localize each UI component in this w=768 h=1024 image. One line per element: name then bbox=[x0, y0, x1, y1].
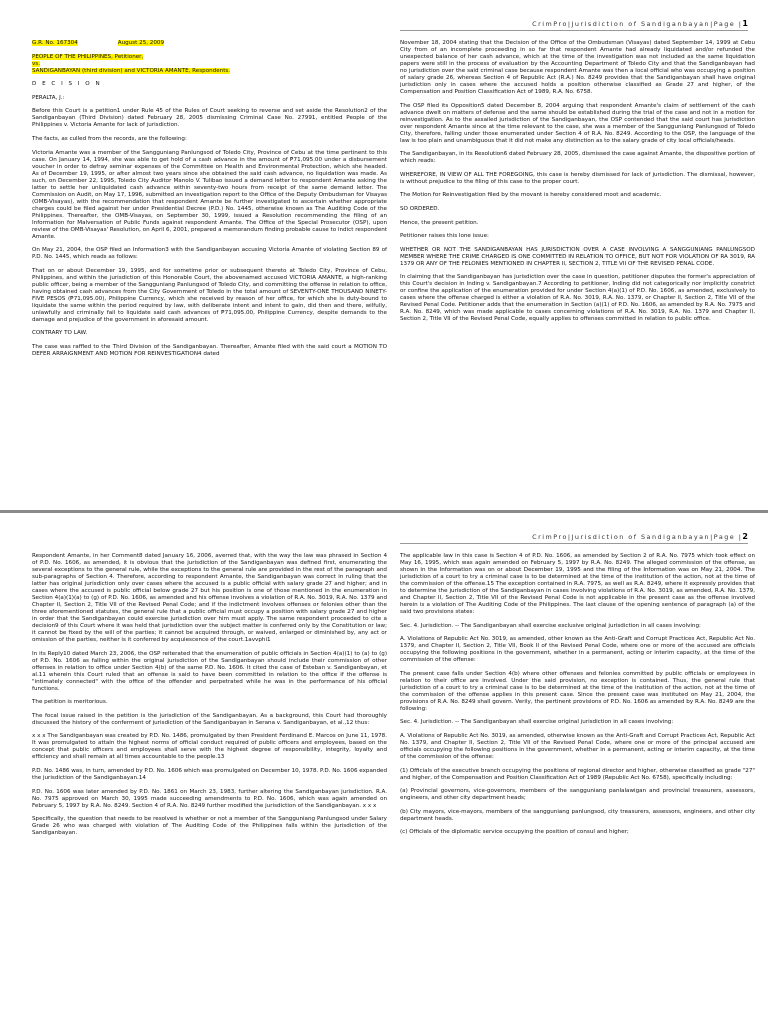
paragraph: P.D. No. 1486 was, in turn, amended by P.D. No. 1606 which was promulgated on December 10, 1978. P.D. No. 1606 expanded the jurisdiction of the Sandiganbayan.14 bbox=[32, 767, 387, 781]
page-2-left-column bbox=[32, 553, 387, 1015]
paragraph: Petitioner raises this lone issue: bbox=[400, 233, 489, 240]
page-number: 1 bbox=[742, 19, 748, 28]
paragraph: CONTRARY TO LAW. bbox=[32, 330, 88, 337]
page-number: 2 bbox=[742, 532, 748, 541]
petitioner: PEOPLE OF THE PHILIPPINES, Petitioner, bbox=[32, 53, 144, 60]
header-text: CrimPro|Jurisdiction of Sandiganbayan|Page | bbox=[532, 20, 743, 28]
paragraph: The case was raffled to the Third Division of the Sandiganbayan. Thereafter, Amante filed with the said court a MOTION TO DEFER ARRAIGNMENT AND MOTION FOR REINVESTIGATION4 dated bbox=[32, 343, 387, 357]
paragraph: That on or about December 19, 1995, and for sometime prior or subsequent thereto at Toledo City, Province of Cebu, Philippines, and within the jurisdiction of this Honorable Court, the abovenamed accused VICTORIA AMANTE, a high-ranking public officer, being a member of the Sangguniang Panlungsod of Toledo City, and committing the offense in relation to office, having obtained cash advances from the City Government of Toledo in the total amount of SEVENTY-ONE THOUSAND NINETY-FIVE PESOS (₱71,095.00), Philippine Currency, which she received by reason of her office, for which she is duty-bound to liquidate the same within the period required by law, with deliberate intent and intent to gain, did then and there, wilfully, unlawfully and criminally fail to liquidate said cash advances of ₱71,095.00, Philippine Currency, despite demands to the damage and prejudice of the government in aforesaid amount. bbox=[32, 267, 387, 323]
page-header bbox=[532, 532, 748, 541]
page-2-right-column bbox=[400, 553, 755, 1015]
page-1-left-column bbox=[32, 40, 387, 502]
paragraph: November 18, 2004 stating that the Decision of the Office of the Ombudsman (Visayas) dated September 14, 1999 at Cebu City from of an incomplete proceeding in so far that respondent Amante had already liquidated and/or refunded the unexpected balance of her cash advance, which at the time of the investigation was not included as the same liquidation papers were still in the process of evaluation by the Accounting Department of Toledo City and that the Sandiganbayan had no jurisdiction over the said criminal case because respondent Amante was then a local official who was occupying a position of salary grade 26, whereas Section 4 of Republic Act (R.A.) No. 8249 provides that the Sandiganbayan shall have original jurisdiction only in cases where the accused holds a position otherwise classified as Grade 27 and higher, of the Compensation and Position Classification Act of 1989, R.A. No. 6758. bbox=[400, 40, 755, 95]
case-parties bbox=[32, 54, 387, 75]
paragraph: In its Reply10 dated March 23, 2006, the OSP reiterated that the enumeration of public officials in Section 4(a)(1) to (a) to (g) of P.D. No. 1606 as falling within the original jurisdiction of the Sandiganbayan should include their commission of other offenses in relation to office under Section 4(b) of the same P.D. No. 1606. It cited the case of Esteban v. Sandiganbayan, et al.11 wherein this Court ruled that an offense is said to have been committed in relation to the office if the offense is "intimately connected" with the office of the offender and perpetrated while he was in the performance of his official functions. bbox=[32, 650, 387, 692]
paragraph: (1) Officials of the executive branch occupying the positions of regional director and higher, otherwise classified as grade "27" and higher, of the Compensation and Position Classification Act of 1989 (Republic Act No. 6758), specifically including: bbox=[400, 767, 755, 781]
paragraph: The Sandiganbayan, in its Resolution6 dated February 28, 2005, dismissed the case against Amante, the dispositive portion of which reads: bbox=[400, 151, 755, 165]
paragraph: Before this Court is a petition1 under Rule 45 of the Rules of Court seeking to reverse and set aside the Resolution2 of the Sandiganbayan (Third Division) dated February 28, 2005 dismissing Criminal Case No. 27991, entitled People of the Philippines v. Victoria Amante for lack of jurisdiction. bbox=[32, 108, 387, 129]
paragraph: P.D. No. 1606 was later amended by P.D. No. 1861 on March 23, 1983, further altering the Sandiganbayan jurisdiction. R.A. No. 7975 approved on March 30, 1995 made succeeding amendments to P.D. No. 1606, which was again amended on February 5, 1997 by R.A. No. 8249. Section 4 of R.A. No. 8249 further modified the jurisdiction of the Sandiganbayan. x x x bbox=[32, 788, 387, 809]
paragraph: x x x The Sandiganbayan was created by P.D. No. 1486, promulgated by then President Ferdinand E. Marcos on June 11, 1978. It was promulgated to attain the highest norms of official conduct required of public officers and employees, based on the concept that public officers and employees shall serve with the highest degree of responsibility, integrity, loyalty and efficiency and shall remain at all times accountable to the people.13 bbox=[32, 733, 387, 761]
header-rule bbox=[400, 543, 748, 544]
versus: vs. bbox=[32, 60, 41, 67]
paragraph: On May 21, 2004, the OSP filed an Information3 with the Sandiganbayan accusing Victoria Amante of violating Section 89 of P.D. No. 1445, which reads as follows: bbox=[32, 247, 387, 261]
paragraph: The petition is meritorious. bbox=[32, 699, 108, 706]
ponente: PERALTA, J.: bbox=[32, 94, 65, 101]
respondents: SANDIGANBAYAN (third division) and VICTORIA AMANTE, Respondents. bbox=[32, 67, 231, 74]
paragraph: A. Violations of Republic Act No. 3019, as amended, other known as the Anti-Graft and Corrupt Practices Act, Republic Act No. 1379, and Chapter II, Section 2, Title VII, Book II of the Revised Penal Code, where one or more of the accused are officials occupying the following positions in the government, whether in a permanent, acting or interim capacity, at the time of the commission of the offense: bbox=[400, 636, 755, 664]
paragraph: The Motion for Reinvestigation filed by the movant is hereby considered moot and academic. bbox=[400, 192, 662, 199]
paragraph: In claiming that the Sandiganbayan has jurisdiction over the case in question, petitioner disputes the former's appreciation of this Court's decision in Inding v. Sandiganbayan.7 According to petitioner, Inding did not categorically nor implicitly constrict or confine the application of the enumeration provided for under Section 4(a)(1) of P.D. No. 1606, as amended, exclusively to cases where the offense charged is either a violation of R.A. No. 3019, R.A. No. 1379, or Chapter II, Section 2, Title VII of the Revised Penal Code. Petitioner adds that the enumeration in Section (a)(1) of P.D. No. 1606, as amended by R.A. No. 7975 and R.A. No. 8249, which was made applicable to cases concerning violations of R.A. No. 3019, R.A. No. 1379 and Chapter II, Section 2, Title VII of the Revised Penal Code, equally applies to offenses committed in relation to public office. bbox=[400, 274, 755, 323]
header-rule bbox=[400, 30, 748, 31]
paragraph: A. Violations of Republic Act No. 3019, as amended, otherwise known as the Anti-Graft and Corrupt Practices Act, Republic Act No. 1379, and Chapter II, Section 2, Title VII of the Revised Penal Code, where one or more of the principal accused are officials occupying the following positions in the government, whether in a permanent, acting or interim capacity, at the time of the commission of the offense: bbox=[400, 732, 755, 760]
paragraph: The facts, as culled from the records, are the following: bbox=[32, 135, 187, 142]
paragraph: The focal issue raised in the petition is the jurisdiction of the Sandiganbayan. As a background, this Court had thoroughly discussed the history of the conferment of jurisdiction of the Sandiganbayan in Serana v. Sandiganbayan, et al.,12 thus: bbox=[32, 712, 387, 726]
paragraph: The applicable law in this case is Section 4 of P.D. No. 1606, as amended by Section 2 of R.A. No. 7975 which took effect on May 16, 1995, which was again amended on February 5, 1997 by R.A. No. 8249. The alleged commission of the offense, as shown in the Information was on or about December 19, 1995 and the filing of the Information was on May 21, 2004. The jurisdiction of a court to try a criminal case is to be determined at the time of the institution of the action, not at the time of the commission of the offense.15 The exception contained in R.A. 7975, as well as R.A. 8249, where it expressly provides that to determine the jurisdiction of the Sandiganbayan in cases involving violations of R.A. No. 3019, as amended, R.A. No. 1379, and Chapter II, Section 2, Title VII of the Revised Penal Code is not applicable in the present case as the offense involved herein is a violation of The Auditing Code of the Philippines. The last clause of the opening sentence of paragraph (a) of the said two provisions states: bbox=[400, 553, 755, 615]
paragraph: WHETHER OR NOT THE SANDIGANBAYAN HAS JURISDICTION OVER A CASE INVOLVING A SANGGUNIANG PANLUNGSOD MEMBER WHERE THE CRIME CHARGED IS ONE COMMITTED IN RELATION TO OFFICE, BUT NOT FOR VIOLATION OF RA 3019, RA 1379 OR ANY OF THE FELONIES MENTIONED IN CHAPTER II, SECTION 2, TITLE VII OF THE REVISED PENAL CODE. bbox=[400, 246, 755, 267]
case-date: August 25, 2009 bbox=[117, 40, 165, 46]
paragraph: (a) Provincial governors, vice-governors, members of the sangguniang panlalawigan and provincial treasurers, assessors, engineers, and other city department heads; bbox=[400, 788, 755, 802]
case-number: G.R. No. 167304 bbox=[32, 40, 78, 46]
paragraph: Respondent Amante, in her Comment8 dated January 16, 2006, averred that, with the way the law was phrased in Section 4 of P.D. No. 1606, as amended, it is obvious that the jurisdiction of the Sandiganbayan was defined first, enumerating the several exceptions to the general rule, while the exceptions to the general rule are provided in the rest of the paragraph and sub-paragraphs of Section 4. Therefore, according to respondent Amante, the Sandiganbayan was correct in ruling that the latter has original jurisdiction only over cases where the accused is a public official with salary grade 27 and higher; and in cases where the accused is public official below grade 27 but his position is one of those mentioned in the enumeration in Section 4(a)(1)(a) to (g) of P.D. No. 1606, as amended and his offense involves a violation of R.A. No. 3019, R.A. No. 1379 and Chapter II, Section 2, Title VII of the Revised Penal Code; and if the indictment involves offenses or felonies other than the three aforementioned statutes, the general rule that a public official must occupy a position with salary grade 27 and higher in order that the Sandiganbayan could exercise jurisdiction over him must apply. The same respondent proceeded to cite a decision9 of this Court where it was held that jurisdiction over the subject matter is conferred only by the Constitution or law; it cannot be fixed by the will of the parties; it cannot be acquired through, or waived, enlarged or diminished by, any act or omission of the parties, neither is it conferred by acquiescence of the court.1avvphi1 bbox=[32, 553, 387, 643]
document-page-1 bbox=[0, 0, 768, 510]
paragraph: Specifically, the question that needs to be resolved is whether or not a member of the Sangguniang Panlungsod under Salary Grade 26 who was charged with violation of The Auditing Code of the Philippines falls within the jurisdiction of the Sandiganbayan. bbox=[32, 816, 387, 837]
paragraph: (c) Officials of the diplomatic service occupying the position of consul and higher; bbox=[400, 829, 629, 836]
page-header bbox=[532, 19, 748, 28]
paragraph: Hence, the present petition. bbox=[400, 219, 479, 226]
paragraph: WHEREFORE, IN VIEW OF ALL THE FOREGOING, this case is hereby dismissed for lack of jurisdiction. The dismissal, however, is without prejudice to the filing of this case to the proper court. bbox=[400, 171, 755, 185]
paragraph: Victoria Amante was a member of the Sangguniang Panlungsod of Toledo City, Province of Cebu at the time pertinent to this case. On January 14, 1994, she was able to get hold of a cash advance in the amount of ₱71,095.00 under a disbursement voucher in order to defray seminar expenses of the Committee on Health and Environmental Protection, which she headed. As of December 19, 1995, or after almost two years since she obtained the said cash advance, no liquidation was made. As such, on December 22, 1995, Toledo City Auditor Manolo V. Tulibao issued a demand letter to respondent Amante asking the latter to settle her unliquidated cash advance within seventy-two hours from receipt of the same demand letter. The Commission on Audit, on May 17, 1996, submitted an investigation report to the Office of the Deputy Ombudsman for Visayas (OMB-Visayas), with the recommendation that respondent Amante be further investigated to ascertain whether appropriate charges could be filed against her under Presidential Decree (P.D.) No. 1445, otherwise known as The Auditing Code of the Philippines. Thereafter, the OMB-Visayas, on September 30, 1999, issued a Resolution recommending the filing of an Information for Malversation of Public Funds against respondent Amante. The Office of the Special Prosecutor (OSP), upon review of the OMB-Visayas' Resolution, on April 6, 2001, prepared a memorandum finding probable cause to indict respondent Amante. bbox=[32, 149, 387, 240]
case-line bbox=[32, 40, 387, 47]
paragraph: SO ORDERED. bbox=[400, 205, 440, 212]
paragraph: The present case falls under Section 4(b) where other offenses and felonies committed by public officials or employees in relation to their office are involved. Under the said provision, no exception is contained. Thus, the general rule that jurisdiction of a court to try a criminal case is to be determined at the time of the institution of the action, not at the time of the commission of the offense applies in this present case. Since the present case was instituted on May 21, 2004, the provisions of R.A. No. 8249 shall govern. Verily, the pertinent provisions of P.D. No. 1606 as amended by R.A. No. 8249 are the following: bbox=[400, 670, 755, 712]
page-1-right-column bbox=[400, 40, 755, 502]
document-page-2 bbox=[0, 513, 768, 1024]
header-text: CrimPro|Jurisdiction of Sandiganbayan|Page | bbox=[532, 533, 743, 541]
decision-heading: D E C I S I O N bbox=[32, 81, 102, 88]
paragraph: (b) City mayors, vice-mayors, members of the sangguniang panlungsod, city treasurers, assessors, engineers, and other city department heads. bbox=[400, 808, 755, 822]
paragraph: Sec. 4. Jurisdiction. -- The Sandiganbayan shall exercise exclusive original jurisdiction in all cases involving: bbox=[400, 622, 701, 629]
paragraph: Sec. 4. Jurisdiction. -- The Sandiganbayan shall exercise original jurisdiction in all cases involving: bbox=[400, 719, 674, 726]
paragraph: The OSP filed its Opposition5 dated December 8, 2004 arguing that respondent Amante's claim of settlement of the cash advance dwelt on matters of defense and the same should be established during the trial of the case and not in a motion for reinvestigation. As to the assailed jurisdiction of the Sandiganbayan, the OSP contended that the said court has jurisdiction over respondent Amante since at the time relevant to the case, she was a member of the Sangguniang Panlungsod of Toledo City, therefore, falling under those enumerated under Section 4 of R.A. No. 8249. According to the OSP, the language of the law is too plain and unambiguous that it did not make any distinction as to the salary grade of city local officials/heads. bbox=[400, 102, 755, 144]
